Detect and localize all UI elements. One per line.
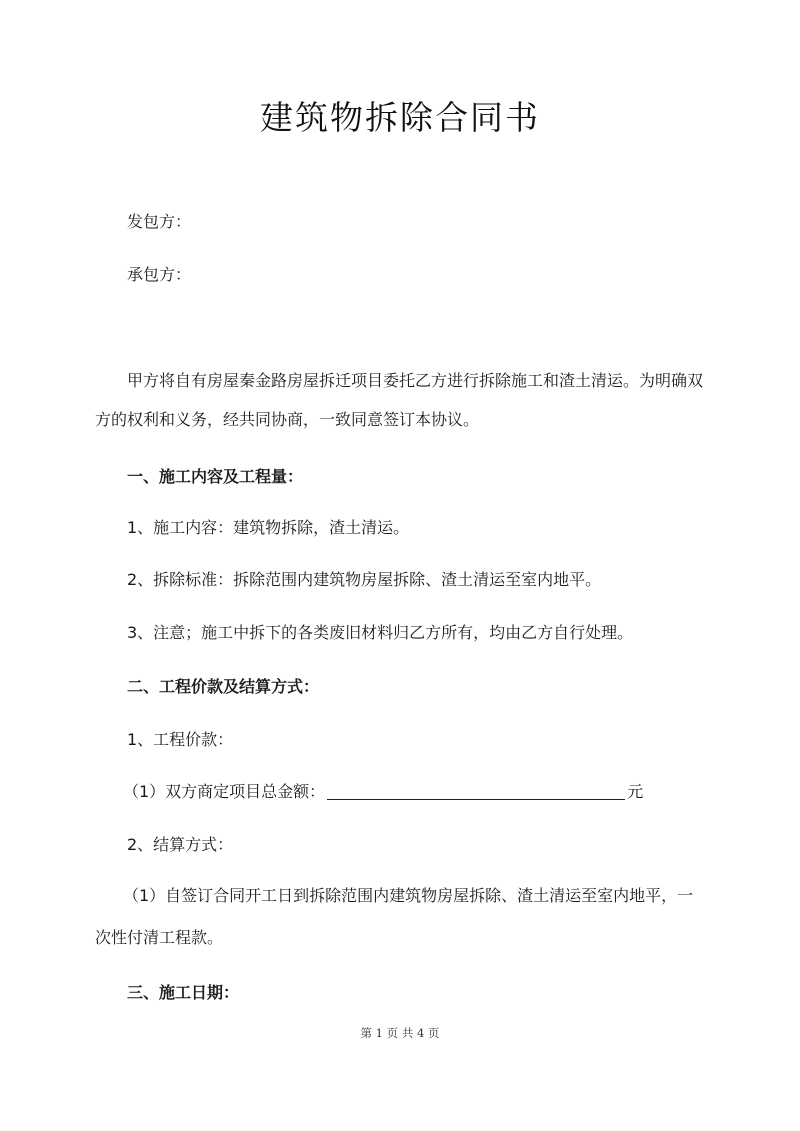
section-1-item-2: 2、拆除标准：拆除范围内建筑物房屋拆除、渣土清运至室内地平。 (127, 570, 602, 589)
settlement-label: 2、结算方式： (127, 835, 234, 854)
settlement-line-2: 次性付清工程款。 (95, 928, 224, 947)
settlement-line-1: （1）自签订合同开工日到拆除范围内建筑物房屋拆除、渣土清运至室内地平，一 (123, 886, 694, 905)
section-2-heading: 二、工程价款及结算方式： (127, 677, 320, 696)
section-1-item-1: 1、施工内容：建筑物拆除，渣土清运。 (127, 518, 410, 537)
section-1-item-3: 3、注意；施工中拆下的各类废旧材料归乙方所有，均由乙方自行处理。 (127, 623, 634, 642)
section-3-heading: 三、施工日期： (127, 983, 240, 1002)
amount-blank (327, 783, 625, 800)
price-item-line (123, 782, 643, 802)
intro-paragraph-line-1: 甲方将自有房屋秦金路房屋拆迁项目委托乙方进行拆除施工和渣土清运。为明确双 (127, 371, 704, 390)
price-item-suffix: 元 (627, 782, 644, 801)
document-title: 建筑物拆除合同书 (260, 98, 540, 137)
price-item-prefix: （1）双方商定项目总金额： (123, 782, 326, 801)
party-a-label: 发包方： (127, 212, 192, 231)
page-footer: 第 1 页 共 4 页 (360, 1026, 440, 1040)
price-label: 1、工程价款： (127, 730, 234, 749)
intro-paragraph-line-2: 方的权利和义务，经共同协商，一致同意签订本协议。 (95, 410, 480, 429)
party-b-label: 承包方： (127, 265, 192, 284)
section-1-heading: 一、施工内容及工程量： (127, 467, 304, 486)
